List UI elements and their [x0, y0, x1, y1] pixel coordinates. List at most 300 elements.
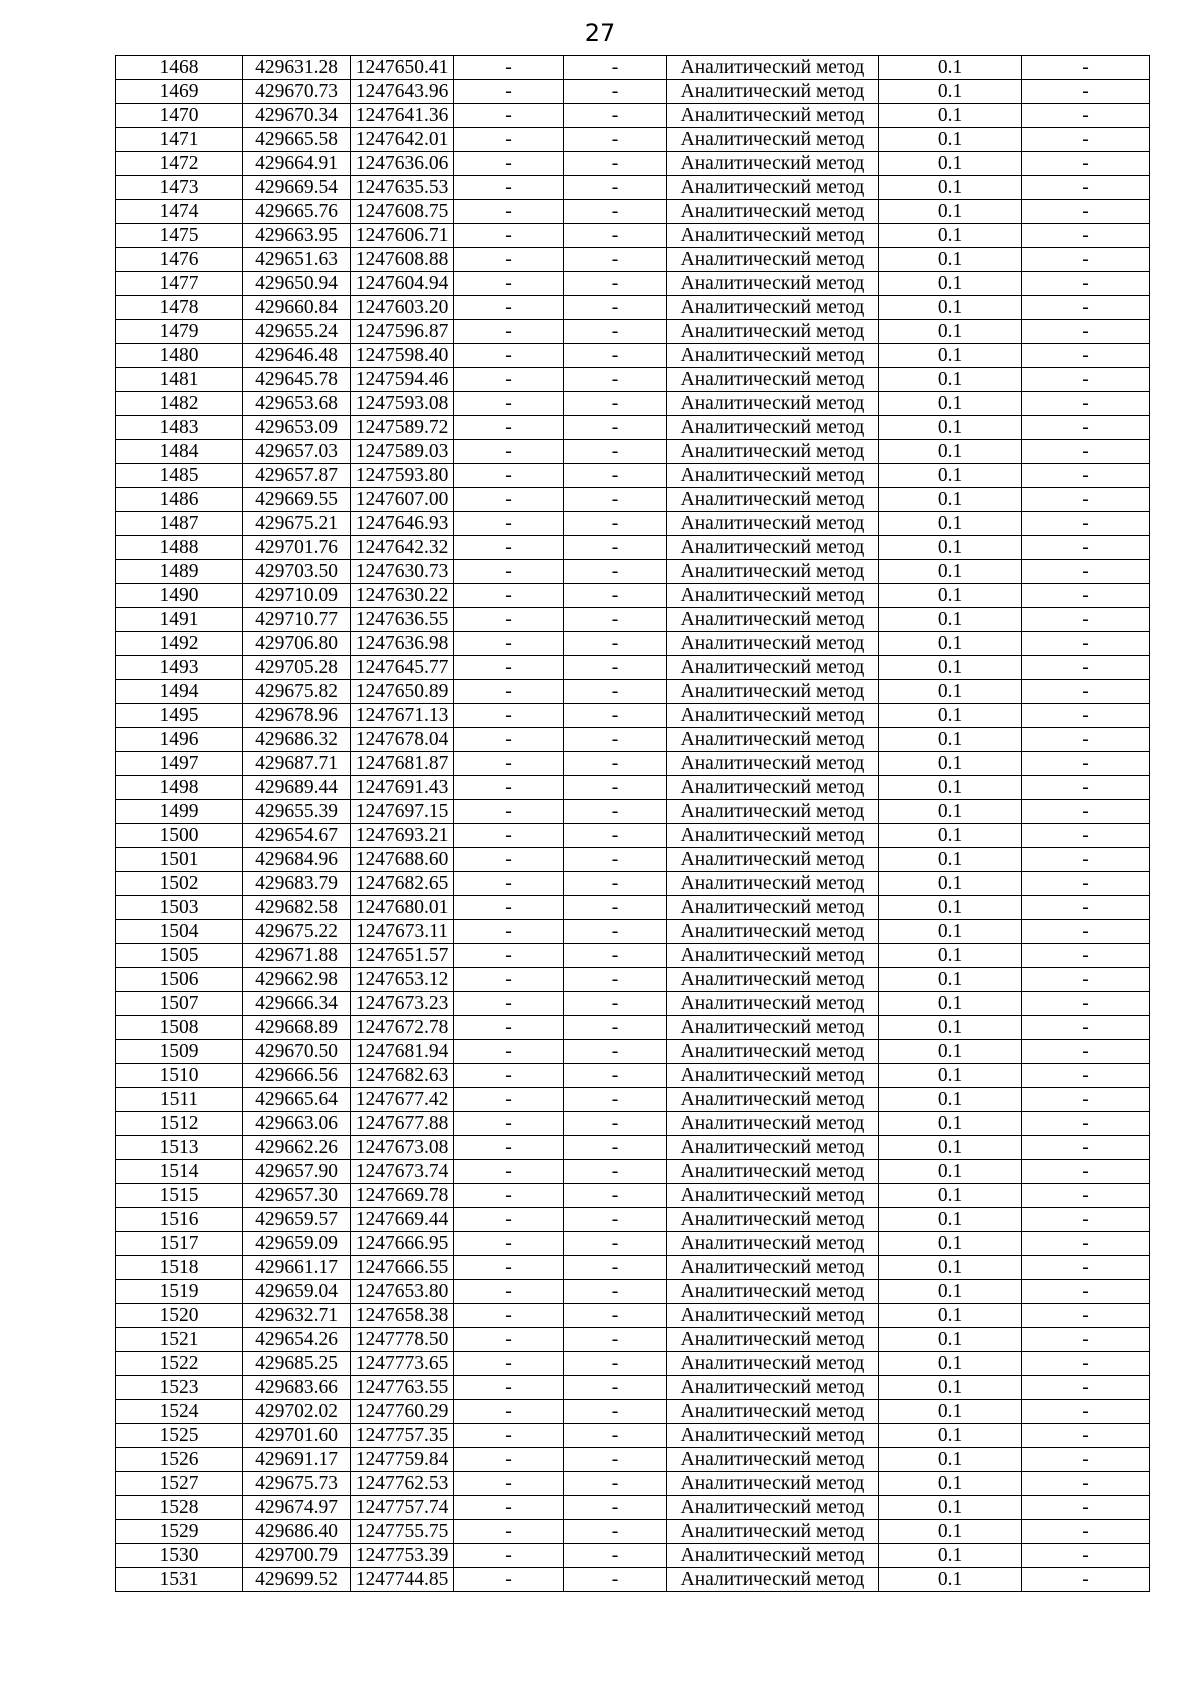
x-coordinate-cell: 429659.57	[243, 1208, 351, 1232]
y-coordinate-cell: 1247778.50	[351, 1328, 454, 1352]
method-cell: Аналитический метод	[667, 320, 879, 344]
point-number-cell: 1505	[116, 944, 243, 968]
x-coordinate-cell: 429665.58	[243, 128, 351, 152]
method-cell: Аналитический метод	[667, 1376, 879, 1400]
point-number-cell: 1519	[116, 1280, 243, 1304]
x-coordinate-cell: 429675.22	[243, 920, 351, 944]
dash-cell: -	[1022, 776, 1150, 800]
method-cell: Аналитический метод	[667, 1472, 879, 1496]
accuracy-cell: 0.1	[879, 176, 1022, 200]
point-number-cell: 1494	[116, 680, 243, 704]
point-number-cell: 1511	[116, 1088, 243, 1112]
dash-cell: -	[564, 800, 667, 824]
dash-cell: -	[1022, 1424, 1150, 1448]
table-row	[116, 968, 1150, 992]
method-cell: Аналитический метод	[667, 392, 879, 416]
accuracy-cell: 0.1	[879, 1232, 1022, 1256]
dash-cell: -	[564, 1016, 667, 1040]
method-cell: Аналитический метод	[667, 728, 879, 752]
accuracy-cell: 0.1	[879, 1112, 1022, 1136]
y-coordinate-cell: 1247755.75	[351, 1520, 454, 1544]
y-coordinate-cell: 1247673.08	[351, 1136, 454, 1160]
accuracy-cell: 0.1	[879, 464, 1022, 488]
accuracy-cell: 0.1	[879, 968, 1022, 992]
accuracy-cell: 0.1	[879, 680, 1022, 704]
method-cell: Аналитический метод	[667, 56, 879, 80]
method-cell: Аналитический метод	[667, 368, 879, 392]
y-coordinate-cell: 1247693.21	[351, 824, 454, 848]
dash-cell: -	[454, 224, 564, 248]
accuracy-cell: 0.1	[879, 416, 1022, 440]
accuracy-cell: 0.1	[879, 56, 1022, 80]
method-cell: Аналитический метод	[667, 176, 879, 200]
accuracy-cell: 0.1	[879, 1208, 1022, 1232]
method-cell: Аналитический метод	[667, 200, 879, 224]
method-cell: Аналитический метод	[667, 632, 879, 656]
dash-cell: -	[564, 728, 667, 752]
accuracy-cell: 0.1	[879, 1400, 1022, 1424]
point-number-cell: 1514	[116, 1160, 243, 1184]
table-row	[116, 152, 1150, 176]
table-row	[116, 1136, 1150, 1160]
dash-cell: -	[1022, 560, 1150, 584]
x-coordinate-cell: 429699.52	[243, 1568, 351, 1592]
dash-cell: -	[564, 848, 667, 872]
x-coordinate-cell: 429691.17	[243, 1448, 351, 1472]
accuracy-cell: 0.1	[879, 296, 1022, 320]
dash-cell: -	[454, 1040, 564, 1064]
point-number-cell: 1515	[116, 1184, 243, 1208]
dash-cell: -	[454, 728, 564, 752]
point-number-cell: 1516	[116, 1208, 243, 1232]
method-cell: Аналитический метод	[667, 1280, 879, 1304]
dash-cell: -	[454, 440, 564, 464]
accuracy-cell: 0.1	[879, 608, 1022, 632]
dash-cell: -	[1022, 1112, 1150, 1136]
table-row	[116, 464, 1150, 488]
point-number-cell: 1496	[116, 728, 243, 752]
dash-cell: -	[1022, 752, 1150, 776]
table-row	[116, 1448, 1150, 1472]
dash-cell: -	[1022, 848, 1150, 872]
dash-cell: -	[564, 152, 667, 176]
dash-cell: -	[454, 1088, 564, 1112]
dash-cell: -	[454, 608, 564, 632]
dash-cell: -	[564, 632, 667, 656]
y-coordinate-cell: 1247608.75	[351, 200, 454, 224]
method-cell: Аналитический метод	[667, 584, 879, 608]
dash-cell: -	[454, 944, 564, 968]
accuracy-cell: 0.1	[879, 80, 1022, 104]
point-number-cell: 1475	[116, 224, 243, 248]
table-row	[116, 1208, 1150, 1232]
point-number-cell: 1524	[116, 1400, 243, 1424]
dash-cell: -	[564, 920, 667, 944]
x-coordinate-cell: 429631.28	[243, 56, 351, 80]
point-number-cell: 1509	[116, 1040, 243, 1064]
table-row	[116, 560, 1150, 584]
table-row	[116, 1064, 1150, 1088]
method-cell: Аналитический метод	[667, 1064, 879, 1088]
dash-cell: -	[454, 392, 564, 416]
y-coordinate-cell: 1247682.65	[351, 872, 454, 896]
dash-cell: -	[454, 1184, 564, 1208]
y-coordinate-cell: 1247606.71	[351, 224, 454, 248]
dash-cell: -	[1022, 296, 1150, 320]
y-coordinate-cell: 1247593.80	[351, 464, 454, 488]
table-row	[116, 536, 1150, 560]
y-coordinate-cell: 1247753.39	[351, 1544, 454, 1568]
table-row	[116, 344, 1150, 368]
dash-cell: -	[564, 368, 667, 392]
dash-cell: -	[454, 464, 564, 488]
table-row	[116, 776, 1150, 800]
dash-cell: -	[1022, 1184, 1150, 1208]
y-coordinate-cell: 1247691.43	[351, 776, 454, 800]
table-row	[116, 1280, 1150, 1304]
x-coordinate-cell: 429682.58	[243, 896, 351, 920]
x-coordinate-cell: 429668.89	[243, 1016, 351, 1040]
point-number-cell: 1503	[116, 896, 243, 920]
x-coordinate-cell: 429675.21	[243, 512, 351, 536]
dash-cell: -	[454, 656, 564, 680]
accuracy-cell: 0.1	[879, 344, 1022, 368]
y-coordinate-cell: 1247593.08	[351, 392, 454, 416]
table-row	[116, 56, 1150, 80]
dash-cell: -	[454, 1064, 564, 1088]
dash-cell: -	[454, 896, 564, 920]
accuracy-cell: 0.1	[879, 1568, 1022, 1592]
y-coordinate-cell: 1247596.87	[351, 320, 454, 344]
dash-cell: -	[454, 680, 564, 704]
dash-cell: -	[1022, 1448, 1150, 1472]
point-number-cell: 1492	[116, 632, 243, 656]
dash-cell: -	[1022, 392, 1150, 416]
x-coordinate-cell: 429645.78	[243, 368, 351, 392]
dash-cell: -	[564, 1184, 667, 1208]
dash-cell: -	[454, 1496, 564, 1520]
y-coordinate-cell: 1247642.01	[351, 128, 454, 152]
dash-cell: -	[564, 1232, 667, 1256]
dash-cell: -	[564, 656, 667, 680]
method-cell: Аналитический метод	[667, 1136, 879, 1160]
x-coordinate-cell: 429660.84	[243, 296, 351, 320]
y-coordinate-cell: 1247608.88	[351, 248, 454, 272]
method-cell: Аналитический метод	[667, 440, 879, 464]
dash-cell: -	[454, 560, 564, 584]
dash-cell: -	[1022, 800, 1150, 824]
x-coordinate-cell: 429705.28	[243, 656, 351, 680]
table-row	[116, 1496, 1150, 1520]
point-number-cell: 1474	[116, 200, 243, 224]
method-cell: Аналитический метод	[667, 1496, 879, 1520]
dash-cell: -	[1022, 1400, 1150, 1424]
table-row	[116, 80, 1150, 104]
dash-cell: -	[454, 1520, 564, 1544]
dash-cell: -	[454, 1568, 564, 1592]
point-number-cell: 1498	[116, 776, 243, 800]
dash-cell: -	[564, 488, 667, 512]
table-row	[116, 824, 1150, 848]
table-row	[116, 488, 1150, 512]
table-row	[116, 1424, 1150, 1448]
accuracy-cell: 0.1	[879, 752, 1022, 776]
y-coordinate-cell: 1247672.78	[351, 1016, 454, 1040]
accuracy-cell: 0.1	[879, 536, 1022, 560]
dash-cell: -	[454, 248, 564, 272]
dash-cell: -	[564, 1064, 667, 1088]
dash-cell: -	[564, 440, 667, 464]
y-coordinate-cell: 1247653.80	[351, 1280, 454, 1304]
dash-cell: -	[1022, 1352, 1150, 1376]
point-number-cell: 1486	[116, 488, 243, 512]
accuracy-cell: 0.1	[879, 104, 1022, 128]
method-cell: Аналитический метод	[667, 1544, 879, 1568]
x-coordinate-cell: 429646.48	[243, 344, 351, 368]
method-cell: Аналитический метод	[667, 512, 879, 536]
dash-cell: -	[564, 1256, 667, 1280]
y-coordinate-cell: 1247653.12	[351, 968, 454, 992]
method-cell: Аналитический метод	[667, 992, 879, 1016]
dash-cell: -	[564, 608, 667, 632]
x-coordinate-cell: 429675.82	[243, 680, 351, 704]
method-cell: Аналитический метод	[667, 1328, 879, 1352]
table-row	[116, 1352, 1150, 1376]
dash-cell: -	[1022, 944, 1150, 968]
accuracy-cell: 0.1	[879, 920, 1022, 944]
dash-cell: -	[454, 152, 564, 176]
table-row	[116, 1376, 1150, 1400]
x-coordinate-cell: 429689.44	[243, 776, 351, 800]
x-coordinate-cell: 429661.17	[243, 1256, 351, 1280]
y-coordinate-cell: 1247650.41	[351, 56, 454, 80]
x-coordinate-cell: 429686.32	[243, 728, 351, 752]
dash-cell: -	[454, 704, 564, 728]
dash-cell: -	[1022, 920, 1150, 944]
x-coordinate-cell: 429686.40	[243, 1520, 351, 1544]
point-number-cell: 1512	[116, 1112, 243, 1136]
x-coordinate-cell: 429653.09	[243, 416, 351, 440]
dash-cell: -	[1022, 464, 1150, 488]
accuracy-cell: 0.1	[879, 1544, 1022, 1568]
point-number-cell: 1518	[116, 1256, 243, 1280]
accuracy-cell: 0.1	[879, 1184, 1022, 1208]
dash-cell: -	[454, 1160, 564, 1184]
y-coordinate-cell: 1247666.95	[351, 1232, 454, 1256]
point-number-cell: 1468	[116, 56, 243, 80]
dash-cell: -	[564, 968, 667, 992]
dash-cell: -	[1022, 1544, 1150, 1568]
method-cell: Аналитический метод	[667, 1088, 879, 1112]
point-number-cell: 1530	[116, 1544, 243, 1568]
accuracy-cell: 0.1	[879, 1472, 1022, 1496]
x-coordinate-cell: 429662.98	[243, 968, 351, 992]
accuracy-cell: 0.1	[879, 200, 1022, 224]
point-number-cell: 1483	[116, 416, 243, 440]
dash-cell: -	[454, 1328, 564, 1352]
x-coordinate-cell: 429657.87	[243, 464, 351, 488]
x-coordinate-cell: 429654.67	[243, 824, 351, 848]
y-coordinate-cell: 1247671.13	[351, 704, 454, 728]
y-coordinate-cell: 1247598.40	[351, 344, 454, 368]
dash-cell: -	[1022, 824, 1150, 848]
dash-cell: -	[564, 1472, 667, 1496]
accuracy-cell: 0.1	[879, 560, 1022, 584]
dash-cell: -	[454, 176, 564, 200]
dash-cell: -	[564, 1088, 667, 1112]
method-cell: Аналитический метод	[667, 1304, 879, 1328]
dash-cell: -	[454, 776, 564, 800]
dash-cell: -	[1022, 80, 1150, 104]
x-coordinate-cell: 429659.04	[243, 1280, 351, 1304]
method-cell: Аналитический метод	[667, 848, 879, 872]
table-body	[116, 56, 1150, 1592]
dash-cell: -	[1022, 1040, 1150, 1064]
dash-cell: -	[564, 944, 667, 968]
accuracy-cell: 0.1	[879, 1016, 1022, 1040]
y-coordinate-cell: 1247607.00	[351, 488, 454, 512]
dash-cell: -	[1022, 488, 1150, 512]
y-coordinate-cell: 1247635.53	[351, 176, 454, 200]
y-coordinate-cell: 1247682.63	[351, 1064, 454, 1088]
y-coordinate-cell: 1247669.44	[351, 1208, 454, 1232]
table-row	[116, 728, 1150, 752]
y-coordinate-cell: 1247759.84	[351, 1448, 454, 1472]
accuracy-cell: 0.1	[879, 1496, 1022, 1520]
accuracy-cell: 0.1	[879, 1088, 1022, 1112]
accuracy-cell: 0.1	[879, 632, 1022, 656]
table-row	[116, 176, 1150, 200]
y-coordinate-cell: 1247641.36	[351, 104, 454, 128]
x-coordinate-cell: 429675.73	[243, 1472, 351, 1496]
accuracy-cell: 0.1	[879, 1280, 1022, 1304]
x-coordinate-cell: 429657.90	[243, 1160, 351, 1184]
dash-cell: -	[454, 128, 564, 152]
dash-cell: -	[1022, 224, 1150, 248]
method-cell: Аналитический метод	[667, 1256, 879, 1280]
dash-cell: -	[564, 104, 667, 128]
method-cell: Аналитический метод	[667, 1208, 879, 1232]
dash-cell: -	[454, 368, 564, 392]
table-row	[116, 1304, 1150, 1328]
dash-cell: -	[564, 680, 667, 704]
point-number-cell: 1479	[116, 320, 243, 344]
dash-cell: -	[1022, 992, 1150, 1016]
point-number-cell: 1484	[116, 440, 243, 464]
x-coordinate-cell: 429701.60	[243, 1424, 351, 1448]
y-coordinate-cell: 1247666.55	[351, 1256, 454, 1280]
accuracy-cell: 0.1	[879, 800, 1022, 824]
dash-cell: -	[454, 992, 564, 1016]
dash-cell: -	[564, 320, 667, 344]
dash-cell: -	[1022, 440, 1150, 464]
point-number-cell: 1527	[116, 1472, 243, 1496]
y-coordinate-cell: 1247762.53	[351, 1472, 454, 1496]
x-coordinate-cell: 429657.03	[243, 440, 351, 464]
accuracy-cell: 0.1	[879, 896, 1022, 920]
dash-cell: -	[1022, 512, 1150, 536]
x-coordinate-cell: 429655.39	[243, 800, 351, 824]
y-coordinate-cell: 1247773.65	[351, 1352, 454, 1376]
accuracy-cell: 0.1	[879, 248, 1022, 272]
y-coordinate-cell: 1247651.57	[351, 944, 454, 968]
point-number-cell: 1481	[116, 368, 243, 392]
table-row	[116, 1112, 1150, 1136]
dash-cell: -	[454, 1112, 564, 1136]
method-cell: Аналитический метод	[667, 1040, 879, 1064]
table-row	[116, 680, 1150, 704]
method-cell: Аналитический метод	[667, 488, 879, 512]
method-cell: Аналитический метод	[667, 824, 879, 848]
method-cell: Аналитический метод	[667, 248, 879, 272]
dash-cell: -	[564, 80, 667, 104]
dash-cell: -	[564, 248, 667, 272]
point-number-cell: 1523	[116, 1376, 243, 1400]
accuracy-cell: 0.1	[879, 1376, 1022, 1400]
method-cell: Аналитический метод	[667, 656, 879, 680]
point-number-cell: 1489	[116, 560, 243, 584]
method-cell: Аналитический метод	[667, 1232, 879, 1256]
x-coordinate-cell: 429669.55	[243, 488, 351, 512]
point-number-cell: 1513	[116, 1136, 243, 1160]
method-cell: Аналитический метод	[667, 1352, 879, 1376]
point-number-cell: 1525	[116, 1424, 243, 1448]
table-row	[116, 1256, 1150, 1280]
dash-cell: -	[454, 824, 564, 848]
x-coordinate-cell: 429670.50	[243, 1040, 351, 1064]
table-row	[116, 128, 1150, 152]
point-number-cell: 1493	[116, 656, 243, 680]
method-cell: Аналитический метод	[667, 608, 879, 632]
y-coordinate-cell: 1247760.29	[351, 1400, 454, 1424]
accuracy-cell: 0.1	[879, 152, 1022, 176]
x-coordinate-cell: 429665.76	[243, 200, 351, 224]
dash-cell: -	[454, 872, 564, 896]
method-cell: Аналитический метод	[667, 752, 879, 776]
dash-cell: -	[564, 752, 667, 776]
accuracy-cell: 0.1	[879, 848, 1022, 872]
dash-cell: -	[564, 1424, 667, 1448]
dash-cell: -	[454, 1376, 564, 1400]
dash-cell: -	[454, 104, 564, 128]
method-cell: Аналитический метод	[667, 776, 879, 800]
accuracy-cell: 0.1	[879, 1424, 1022, 1448]
x-coordinate-cell: 429654.26	[243, 1328, 351, 1352]
dash-cell: -	[454, 1472, 564, 1496]
dash-cell: -	[564, 224, 667, 248]
method-cell: Аналитический метод	[667, 968, 879, 992]
dash-cell: -	[1022, 56, 1150, 80]
y-coordinate-cell: 1247636.98	[351, 632, 454, 656]
method-cell: Аналитический метод	[667, 224, 879, 248]
dash-cell: -	[454, 848, 564, 872]
table-row	[116, 656, 1150, 680]
method-cell: Аналитический метод	[667, 1568, 879, 1592]
dash-cell: -	[454, 1352, 564, 1376]
accuracy-cell: 0.1	[879, 320, 1022, 344]
point-number-cell: 1520	[116, 1304, 243, 1328]
table-row	[116, 920, 1150, 944]
dash-cell: -	[1022, 248, 1150, 272]
dash-cell: -	[454, 512, 564, 536]
table-row	[116, 1568, 1150, 1592]
accuracy-cell: 0.1	[879, 704, 1022, 728]
dash-cell: -	[564, 776, 667, 800]
table-row	[116, 104, 1150, 128]
dash-cell: -	[454, 800, 564, 824]
dash-cell: -	[1022, 1208, 1150, 1232]
dash-cell: -	[1022, 584, 1150, 608]
